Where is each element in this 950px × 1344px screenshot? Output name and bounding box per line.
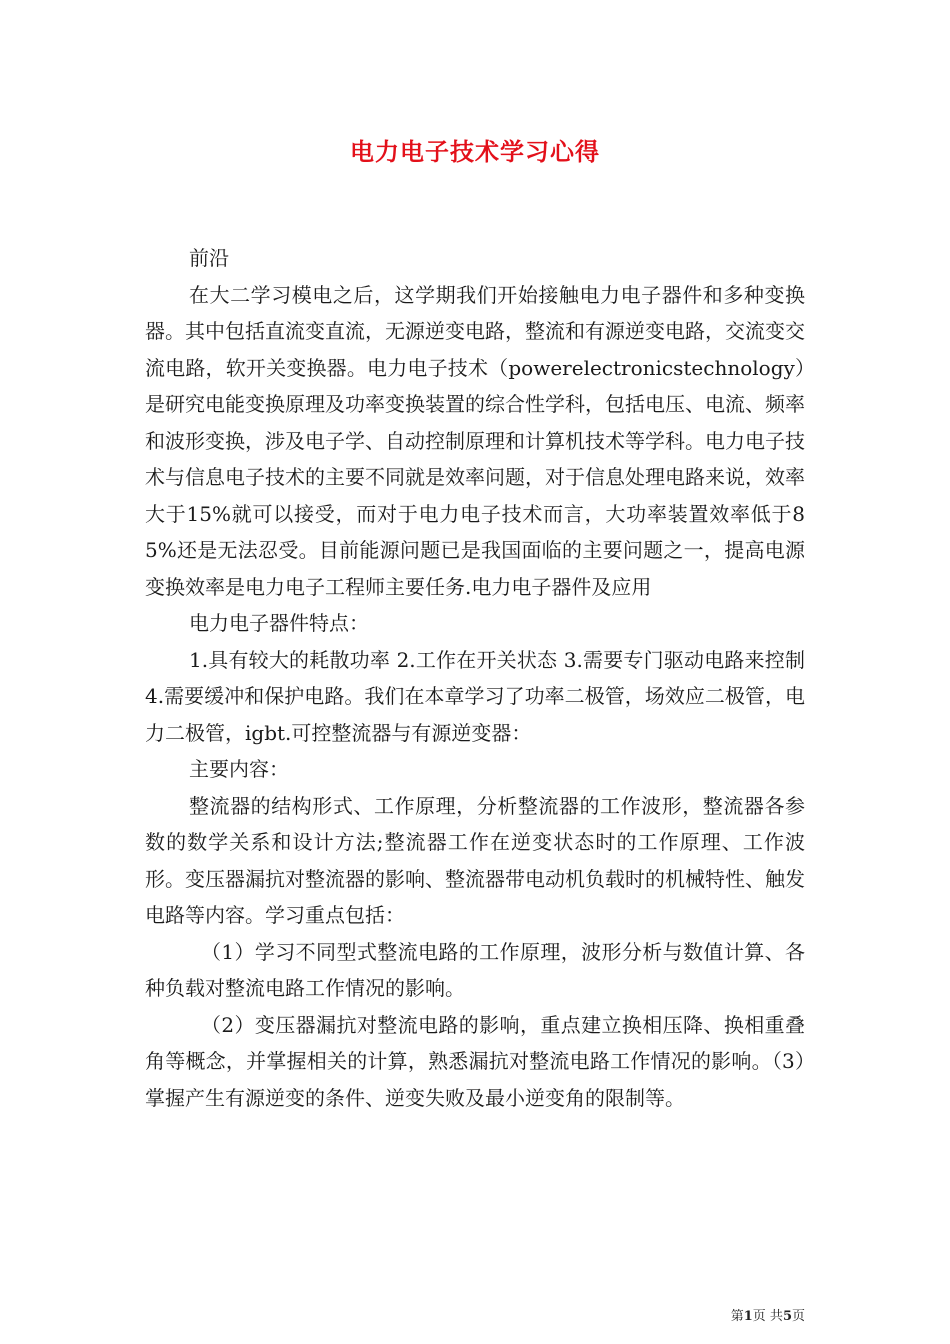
footer-suffix: 页: [791, 1309, 805, 1324]
page-number-footer: [731, 1305, 805, 1324]
document-body: [145, 240, 805, 1116]
footer-middle: 页 共: [752, 1309, 783, 1324]
footer-current-page: 1: [743, 1309, 753, 1324]
footer-prefix: 第: [730, 1309, 744, 1324]
paragraph-rectifier: 整流器的结构形式、工作原理，分析整流器的工作波形，整流器各参数的数学关系和设计方法;整流器工作在逆变状态时的工作原理、工作波形。变压器漏抗对整流器的影响、整流器带电动机负载时的机械特性、触发电路等内容。学习重点包括：: [145, 793, 805, 927]
paragraph-intro: 在大二学习模电之后，这学期我们开始接触电力电子器件和多种变换器。其中包括直流变直流，无源逆变电路，整流和有源逆变电路，交流变交流电路，软开关变换器。电力电子技术（powerelectronicstechnology）是研究电能变换原理及功率变换装置的综合性学科，包括电压、电流、频率和波形变换，涉及电子学、自动控制原理和计算机技术等学科。电力电子技术与信息电子技术的主要不同就是效率问题，对于信息处理电路来说，效率大于15%就可以接受，而对于电力电子技术而言，大功率装置效率低于85%还是无法忍受。目前能源问题已是我国面临的主要问题之一，提高电源变换效率是电力电子工程师主要任务.电力电子器件及应用: [145, 282, 805, 599]
paragraph-point-1: （1）学习不同型式整流电路的工作原理，波形分析与数值计算、各种负载对整流电路工作情况的影响。: [145, 939, 805, 1000]
paragraph-point-2-3: （2）变压器漏抗对整流电路的影响，重点建立换相压降、换相重叠角等概念，并掌握相关的计算，熟悉漏抗对整流电路工作情况的影响。（3）掌握产生有源逆变的条件、逆变失败及最小逆变角的限制等。: [145, 1012, 805, 1110]
paragraph-main-content-heading: 主要内容：: [189, 757, 289, 781]
document-title: 电力电子技术学习心得: [350, 137, 600, 166]
paragraph-device-features: 1.具有较大的耗散功率 2.工作在开关状态 3.需要专门驱动电路来控制 4.需要缓冲和保护电路。我们在本章学习了功率二极管，场效应二极管，电力二极管，igbt.可控整流器与有源逆变器：: [145, 647, 805, 745]
footer-total-pages: 5: [782, 1309, 792, 1324]
paragraph-preface: 前沿: [189, 246, 229, 270]
paragraph-device-features-heading: 电力电子器件特点：: [189, 611, 369, 635]
